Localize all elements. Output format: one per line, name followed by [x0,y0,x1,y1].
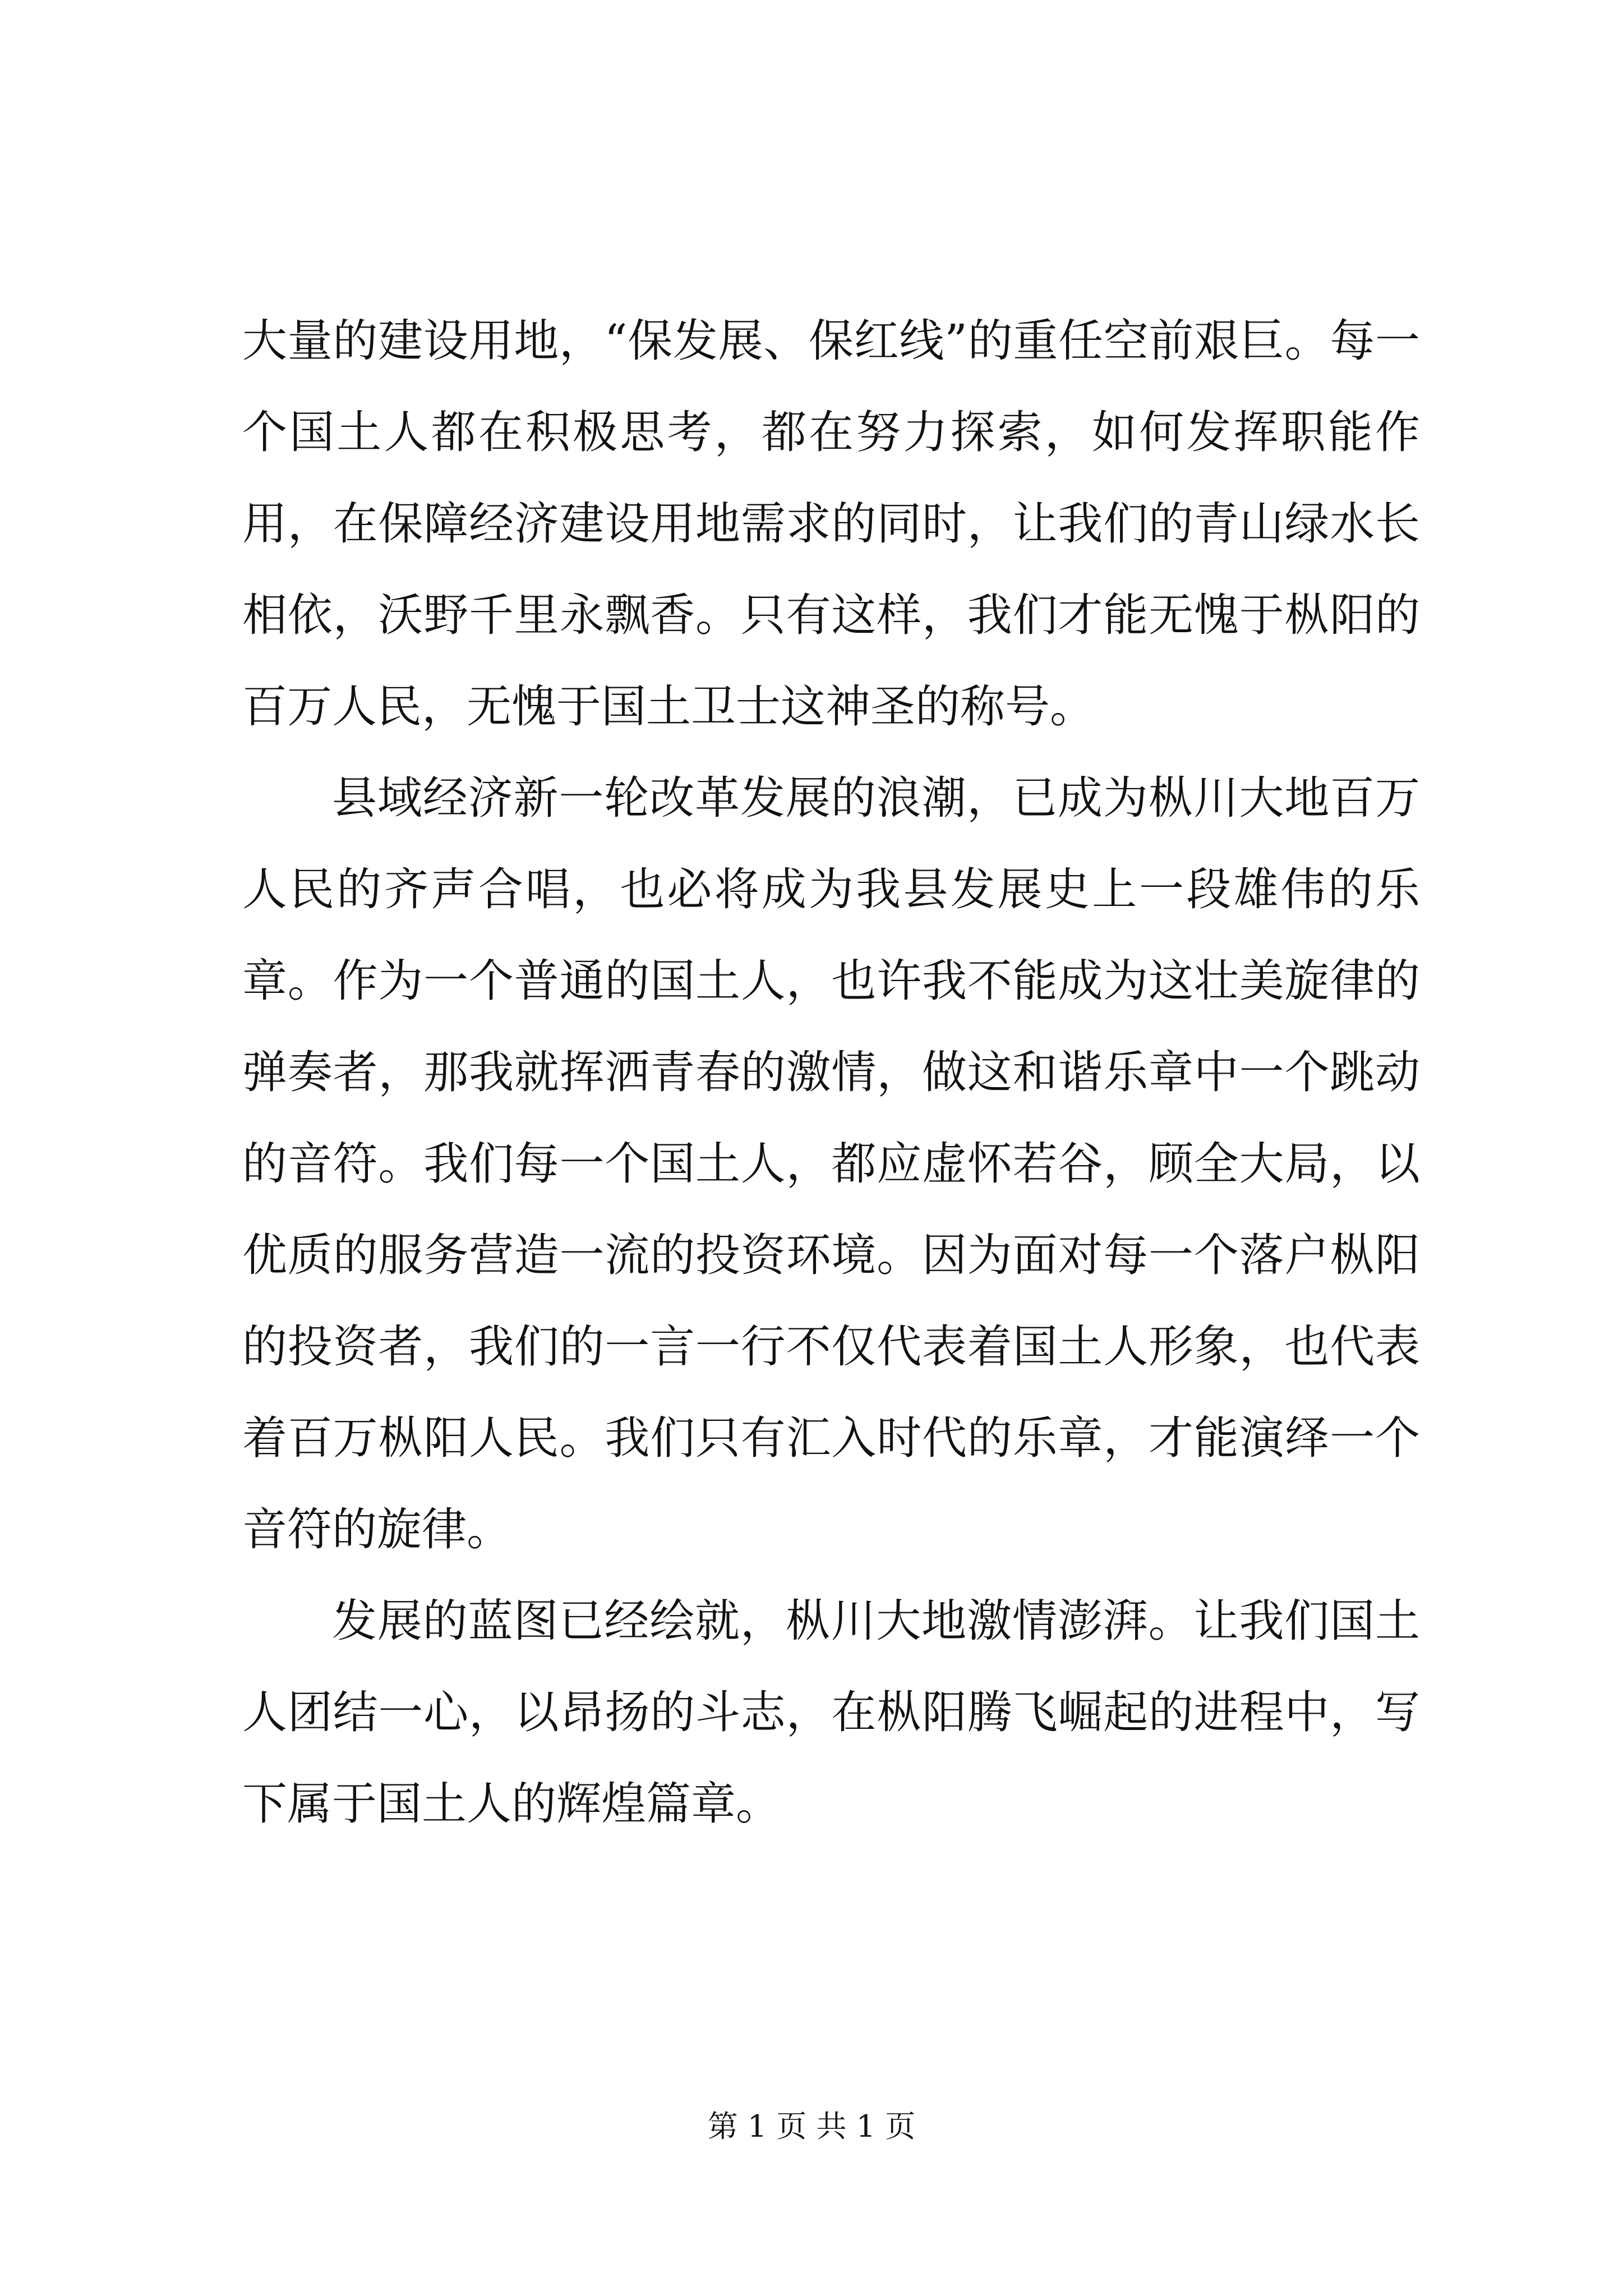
body-text [242,295,1420,1849]
paragraph-1: 大量的建设用地，“保发展、保红线”的重任空前艰巨。每一个国土人都在积极思考，都在努力探索，如何发挥职能作用，在保障经济建设用地需求的同时，让我们的青山绿水长相依，沃野千里永飘香。只有这样，我们才能无愧于枞阳的百万人民，无愧于国土卫士这神圣的称号。 [242,315,1420,733]
paragraph-3: 发展的蓝图已经绘就，枞川大地激情澎湃。让我们国土人团结一心，以昂扬的斗志，在枞阳腾飞崛起的进程中，写下属于国土人的辉煌篇章。 [242,1595,1420,1830]
paragraph-2: 县域经济新一轮改革发展的浪潮，已成为枞川大地百万人民的齐声合唱，也必将成为我县发展史上一段雄伟的乐章。作为一个普通的国土人，也许我不能成为这壮美旋律的弹奏者，那我就挥洒青春的激情，做这和谐乐章中一个跳动的音符。我们每一个国土人，都应虚怀若谷，顾全大局，以优质的服务营造一流的投资环境。因为面对每一个落户枞阳的投资者，我们的一言一行不仅代表着国土人形象，也代表着百万枞阳人民。我们只有汇入时代的乐章，才能演绎一个音符的旋律。 [242,772,1420,1556]
page-footer: 第 1 页 共 1 页 [707,2109,916,2144]
